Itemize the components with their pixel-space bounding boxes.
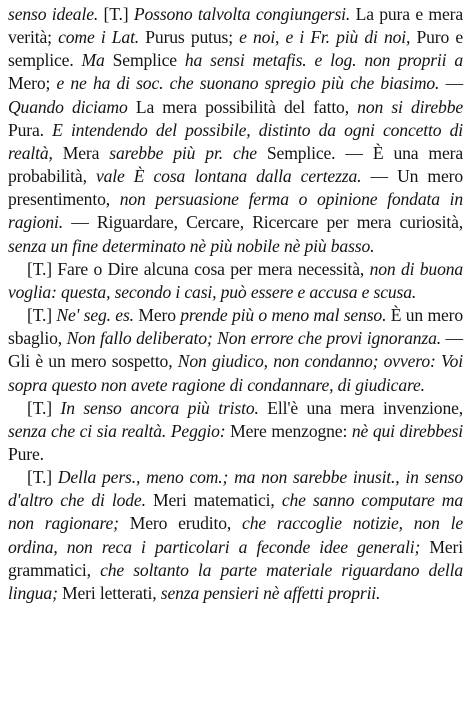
italic-text-run: che raccoglie notizie, non le ordina, non reca i particolari a feconde idee generali;: [8, 513, 463, 557]
roman-text-run: [T.] Fare o Dire alcuna cosa per mera necessità,: [27, 258, 370, 279]
italic-text-run: Ne' seg. es.: [56, 305, 139, 326]
italic-text-run: Quando diciamo: [8, 96, 136, 117]
roman-text-run: Mero;: [8, 73, 57, 94]
roman-text-run: [T.]: [103, 4, 134, 24]
roman-text-run: Semplice: [112, 50, 185, 71]
roman-text-run: Mere menzogne:: [230, 420, 352, 441]
roman-text-run: La mera possibilità del fatto,: [135, 96, 358, 117]
italic-text-run: prende più o meno mal senso.: [180, 305, 391, 326]
italic-text-run: senza che ci sia realtà. Peggio:: [8, 420, 231, 441]
roman-text-run: Meri matematici,: [153, 490, 282, 511]
roman-text-run: Semplice. — È una mera probabilità,: [8, 142, 463, 187]
italic-text-run: ha sensi metafis. e log. non proprii a: [184, 50, 463, 71]
roman-text-run: [T.]: [27, 397, 61, 418]
italic-text-run: senza pensieri nè affetti proprii.: [160, 582, 381, 603]
roman-text-run: Meri letterati,: [62, 582, 161, 603]
italic-text-run: sarebbe più pr. che: [109, 142, 267, 163]
roman-text-run: [T.]: [27, 467, 58, 488]
italic-text-run: non di buona voglia: questa, secondo i casi, può essere e accusa e scusa.: [8, 258, 464, 302]
roman-text-run: Purus putus;: [145, 27, 240, 48]
italic-text-run: Possono talvolta congiungersi.: [133, 4, 356, 24]
roman-text-run: È un mero sbaglio,: [8, 305, 463, 349]
roman-text-run: Pura.: [8, 119, 53, 140]
italic-text-run: nè qui direbbesi: [351, 420, 464, 441]
italic-text-run: In senso ancora più tristo.: [60, 397, 268, 418]
italic-text-run: e ne ha di soc. che suonano spregio più che biasimo.: [56, 73, 446, 94]
italic-text-run: che soltanto la parte materiale riguardano della lingua;: [8, 559, 463, 603]
roman-text-run: —: [445, 73, 464, 94]
entry-paragraph: [8, 466, 463, 605]
roman-text-run: Puro e semplice.: [8, 27, 463, 71]
italic-text-run: E intendendo del possibile, distinto da ogni concetto di realtà,: [8, 119, 463, 163]
roman-text-run: — Un mero presentimento,: [8, 166, 463, 210]
italic-text-run: non persuasione ferma o opinione fondata in ragioni.: [8, 189, 463, 233]
entry-paragraph: [8, 304, 463, 397]
roman-text-run: Mera: [62, 142, 110, 163]
italic-text-run: come i Lat.: [58, 27, 146, 48]
roman-text-run: [T.]: [27, 305, 57, 326]
italic-text-run: Ma: [81, 50, 113, 71]
italic-text-run: senso ideale.: [8, 4, 104, 24]
roman-text-run: Mero: [138, 305, 181, 326]
italic-text-run: vale È cosa lontana dalla certezza.: [95, 166, 371, 187]
entry-paragraph: [8, 258, 463, 304]
italic-text-run: e noi, e i Fr. più di noi,: [239, 27, 417, 48]
entry-paragraph: [8, 3, 463, 258]
roman-text-run: Pure.: [8, 443, 44, 464]
italic-text-run: senza un fine determinato nè più nobile nè più basso.: [8, 235, 375, 256]
roman-text-run: — Gli è un mero sospetto,: [8, 328, 463, 372]
entry-paragraph: [8, 397, 463, 466]
roman-text-run: Meri grammatici,: [8, 536, 463, 580]
roman-text-run: La pura e mera verità;: [8, 4, 463, 48]
roman-text-run: Ell'è una mera invenzione,: [267, 397, 463, 418]
italic-text-run: Della pers., meno com.; ma non sarebbe inusit., in senso d'altro che di lode.: [8, 467, 463, 511]
italic-text-run: Non giudico, non condanno; ovvero: Voi sopra questo non avete ragione di condannare, di giudicare.: [8, 351, 464, 395]
italic-text-run: che sanno computare ma non ragionare;: [8, 490, 463, 534]
roman-text-run: Mero erudito,: [129, 513, 243, 534]
italic-text-run: non si direbbe: [357, 96, 464, 117]
italic-text-run: Non fallo deliberato; Non errore che provi ignoranza.: [66, 328, 446, 349]
roman-text-run: — Riguardare, Cercare, Ricercare per mera curiosità,: [71, 212, 463, 233]
